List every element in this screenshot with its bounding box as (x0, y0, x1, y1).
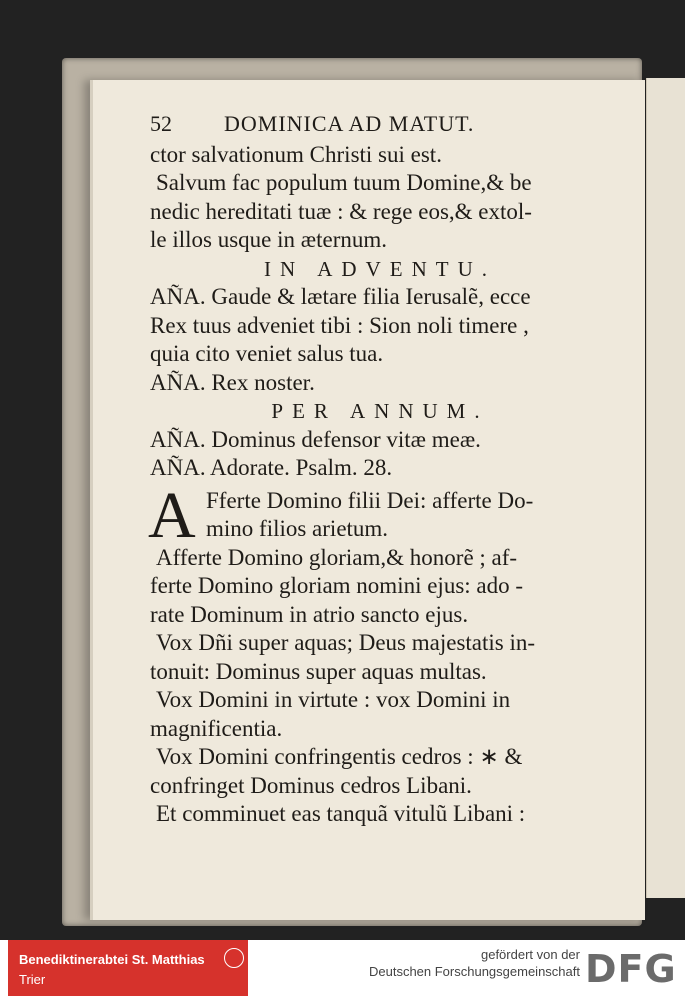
page-header (150, 110, 610, 139)
text-line: AÑA. Adorate. Psalm. 28. (150, 455, 393, 480)
drop-cap: A (148, 478, 196, 552)
text-line: ctor salvationum Christi sui est. (150, 141, 442, 167)
dfg-logo[interactable]: DFG (585, 947, 677, 991)
section-heading: PER ANNUM. (271, 399, 489, 423)
facing-page-edge (646, 78, 685, 898)
psalm-opening (148, 478, 610, 552)
footer-bar (0, 940, 685, 1000)
text-line: Vox Domini confringentis cedros : ∗ & (156, 744, 523, 769)
page-text (150, 110, 610, 829)
text-line: tonuit: Dominus super aquas multas. (150, 658, 487, 684)
text-line: AÑA. Rex noster. (150, 369, 315, 395)
text-line: Rex tuus adveniet tibi : Sion noli timere , (150, 312, 529, 338)
seal-icon (224, 948, 244, 968)
text-line: quia cito veniet salus tua. (150, 341, 384, 366)
institution-badge[interactable] (8, 940, 248, 996)
text-line: Salvum fac populum tuum Domine,& be (156, 170, 532, 195)
text-line: Et comminuet eas tanquã vitulũ Libani : (156, 801, 526, 826)
text-line: Vox Domini in virtute : vox Domini in (156, 687, 511, 712)
funding-line: gefördert von der (480, 947, 580, 962)
text-line: nedic hereditati tuæ : & rege eos,& extol- (150, 198, 532, 224)
text-line: Fferte Domino filii Dei: afferte Do- (206, 487, 534, 513)
text-line: Vox Dñi super aquas; Deus majestatis in- (156, 630, 536, 655)
text-line: AÑA. Gaude & lætare filia Ierusalẽ, ecce (150, 284, 531, 309)
text-line: AÑA. Dominus defensor vitæ meæ. (150, 426, 481, 452)
funding-note (340, 946, 580, 980)
page-number: 52 (150, 111, 172, 136)
section-heading: IN ADVENTU. (264, 256, 496, 281)
text-line: Afferte Domino gloriam,& honorẽ ; af- (156, 544, 518, 570)
funding-line: Deutschen Forschungsgemeinschaft (368, 964, 580, 979)
running-head: DOMINICA AD MATUT. (224, 111, 475, 136)
text-line: ferte Domino gloriam nomini ejus: ado - (150, 573, 524, 598)
institution-name: Benediktinerabtei St. Matthias (19, 952, 205, 967)
text-line: mino filios arietum. (206, 516, 389, 541)
text-line: confringet Dominus cedros Libani. (150, 772, 472, 798)
institution-city: Trier (19, 972, 46, 987)
text-line: rate Dominum in atrio sancto ejus. (150, 601, 469, 627)
text-line: magnificentia. (150, 715, 283, 741)
text-line: le illos usque in æternum. (150, 227, 388, 252)
